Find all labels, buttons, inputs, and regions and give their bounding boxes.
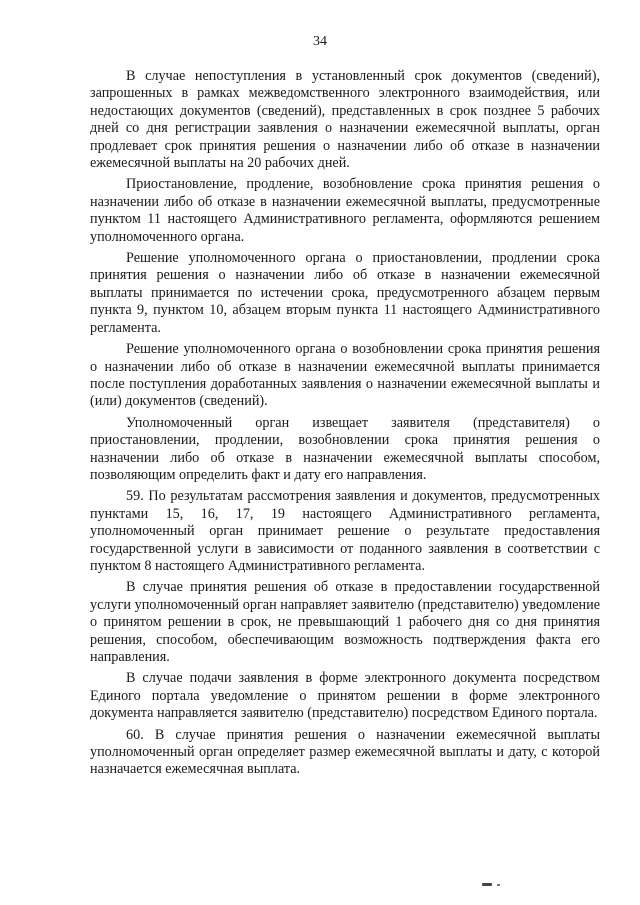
paragraph: Решение уполномоченного органа о возобновлении срока принятия решения о назначении либо об отказе в назначении ежемесячной выплаты принимается после поступления доработанных заявления о назначении ежемесячной выплаты и (или) документов (сведений). (90, 341, 600, 410)
paragraph: В случае непоступления в установленный срок документов (сведений), запрошенных в рамках межведомственного электронного взаимодействия, или недостающих документов (сведений), представленных в срок позднее 5 рабочих дней со дня регистрации заявления о назначении ежемесячной выплаты, орган продлевает срок принятия решения о назначении либо об отказе в назначении ежемесячной выплаты на 20 рабочих дней. (90, 68, 600, 172)
paragraph: В случае принятия решения об отказе в предоставлении государственной услуги уполномоченный орган направляет заявителю (представителю) уведомление о принятом решении в срок, не превышающий 1 рабочего дня со дня принятия решения, способом, обеспечивающим возможность подтверждения факта его направления. (90, 579, 600, 665)
paragraph: Уполномоченный орган извещает заявителя (представителя) о приостановлении, продлении, возобновлении срока принятия решения о назначении либо об отказе в назначении ежемесячной выплаты способом, позволяющим определить факт и дату его направления. (90, 414, 600, 483)
page-number: 34 (313, 34, 327, 49)
paragraph: Решение уполномоченного органа о приостановлении, продлении срока принятия решения о назначении либо об отказе в назначении ежемесячной выплаты принимается по истечении срока, предусмотренного абзацем первым пункта 9, пунктом 10, абзацем вторым пункта 11 настоящего Административного регламента. (90, 250, 600, 336)
paragraph: Приостановление, продление, возобновление срока принятия решения о назначении либо об отказе в назначении ежемесячной выплаты, предусмотренные пунктом 11 настоящего Административного регламента, оформляются решением уполномоченного органа. (90, 176, 600, 245)
paragraph: 59. По результатам рассмотрения заявления и документов, предусмотренных пунктами 15, 16, 17, 19 настоящего Административного регламента, уполномоченный орган принимает решение о результате предоставления государственной услуги в зависимости от поданного заявления в соответствии с пунктом 8 настоящего Административного регламента. (90, 488, 600, 574)
paragraph: 60. В случае принятия решения о назначении ежемесячной выплаты уполномоченный орган определяет размер ежемесячной выплаты и дату, с которой назначается ежемесячная выплата. (90, 726, 600, 778)
scan-artifact (482, 883, 492, 886)
paragraph: В случае подачи заявления в форме электронного документа посредством Единого портала уведомление о принятом решении в форме электронного документа направляется заявителю (представителю) посредством Единого портала. (90, 670, 600, 722)
document-body (90, 68, 600, 783)
scan-artifact (497, 884, 500, 886)
